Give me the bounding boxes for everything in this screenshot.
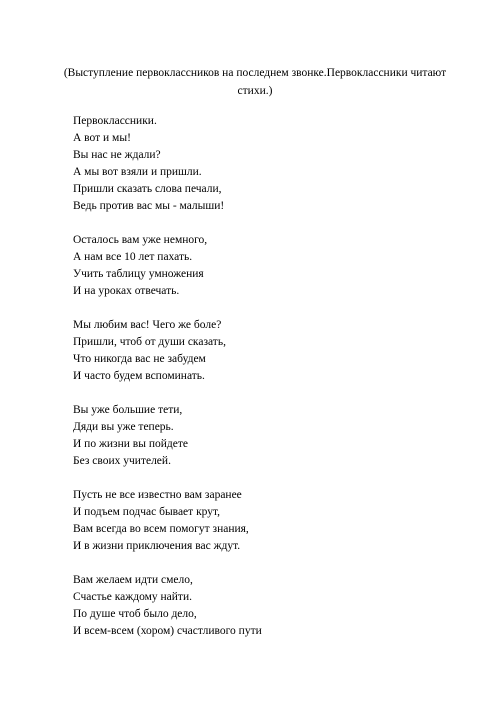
stanza-6 — [73, 572, 453, 640]
poem-line: Учить таблицу умножения — [73, 268, 204, 280]
stanza-5 — [73, 487, 453, 555]
poem-line: Первоклассники. — [73, 115, 157, 127]
poem-line: И на уроках отвечать. — [73, 285, 180, 297]
poem-line: А мы вот взяли и пришли. — [73, 166, 202, 178]
poem-line: Мы любим вас! Чего же боле? — [73, 319, 222, 331]
poem-line: Дяди вы уже теперь. — [73, 421, 174, 433]
poem-line: Вы уже большие тети, — [73, 404, 183, 416]
intro-stage-direction: (Выступление первоклассников на последнем звонке.Первоклассники читают стихи.) — [63, 67, 447, 97]
poem-line: Пришли сказать слова печали, — [73, 183, 222, 195]
poem-line: И в жизни приключения вас ждут. — [73, 540, 241, 552]
poem-line: И часто будем вспоминать. — [73, 370, 205, 382]
poem-line: И по жизни вы пойдете — [73, 438, 188, 450]
poem-line: По душе чтоб было дело, — [73, 608, 197, 620]
stanza-4 — [73, 402, 453, 470]
poem-line: Вам всегда во всем помогут знания, — [73, 523, 249, 535]
poem-line: Осталось вам уже немного, — [73, 234, 208, 246]
poem-line: Вы нас не ждали? — [73, 149, 161, 161]
poem-line: Пусть не все известно вам заранее — [73, 489, 242, 501]
poem-line: Что никогда вас не забудем — [73, 353, 206, 365]
poem-line: Без своих учителей. — [73, 455, 171, 467]
stanza-2 — [73, 232, 453, 300]
poem-line: А вот и мы! — [73, 132, 131, 144]
stanza-1 — [73, 113, 453, 215]
poem-line: А нам все 10 лет пахать. — [73, 251, 193, 263]
poem-line: Пришли, чтоб от души сказать, — [73, 336, 226, 348]
poem-line: Вам желаем идти смело, — [73, 574, 193, 586]
poem-line: Ведь против вас мы - малыши! — [73, 200, 225, 212]
poem — [73, 113, 453, 640]
poem-line: И всем-всем (хором) счастливого пути — [73, 625, 262, 637]
poem-line: И подъем подчас бывает крут, — [73, 506, 221, 518]
stanza-3 — [73, 317, 453, 385]
poem-line: Счастье каждому найти. — [73, 591, 192, 603]
